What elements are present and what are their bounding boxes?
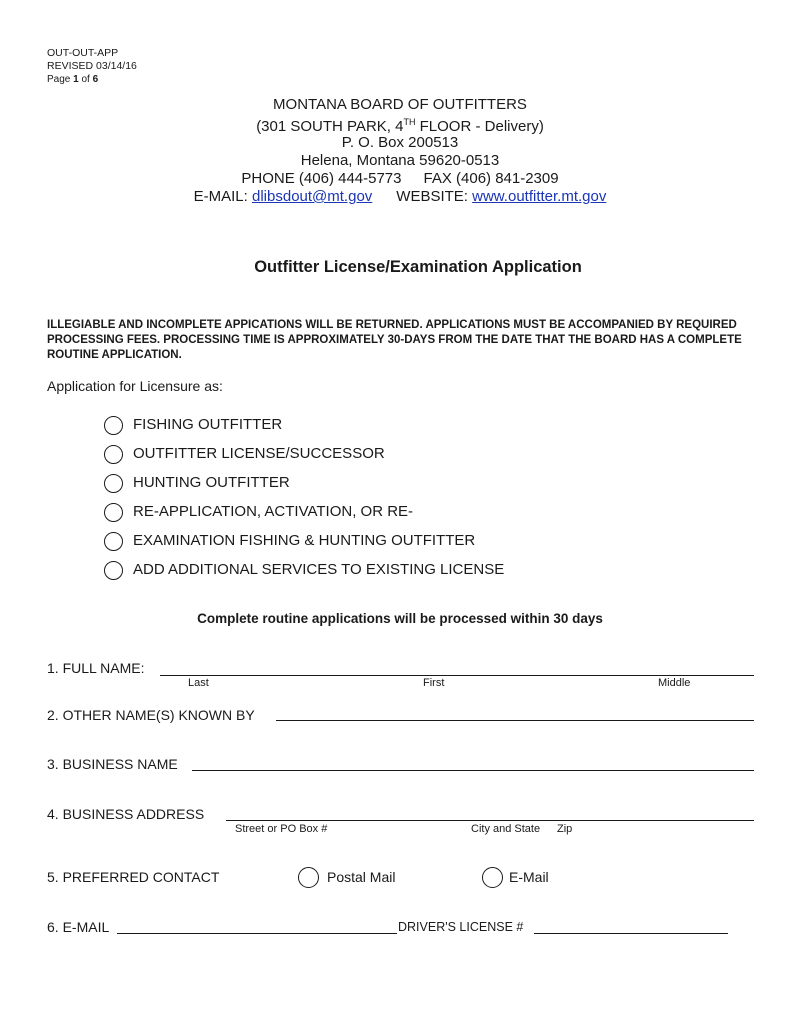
option-label: EXAMINATION FISHING & HUNTING OUTFITTER — [133, 532, 476, 549]
email-option-label: E-Mail — [509, 869, 549, 885]
radio-outfitter-successor[interactable] — [104, 445, 123, 464]
address-pre: (301 SOUTH PARK, 4 — [256, 118, 404, 135]
delivery-address — [0, 117, 800, 135]
contact-line — [0, 170, 800, 187]
revised-date: REVISED 03/14/16 — [47, 60, 137, 72]
hint-city-state: City and State — [471, 823, 541, 835]
hint-street: Street or PO Box # — [235, 823, 328, 835]
phone: PHONE (406) 444-5773 — [241, 170, 402, 187]
postal-mail-label: Postal Mail — [327, 869, 396, 885]
other-names-input[interactable] — [276, 720, 754, 721]
radio-add-services[interactable] — [104, 561, 123, 580]
option-label: RE-APPLICATION, ACTIVATION, OR RE- — [133, 503, 414, 520]
page-number: 1 — [73, 74, 79, 85]
option-label: HUNTING OUTFITTER — [133, 474, 290, 491]
page-total: 6 — [92, 74, 99, 85]
page-of: of — [78, 74, 93, 85]
address-superscript: TH — [403, 117, 416, 127]
radio-examination[interactable] — [104, 532, 123, 551]
full-name-input[interactable] — [160, 675, 754, 676]
business-name-input[interactable] — [192, 770, 754, 771]
licensure-prompt: Application for Licensure as: — [47, 378, 223, 394]
page-title: Outfitter License/Examination Application — [254, 258, 582, 276]
full-name-label: 1. FULL NAME: — [47, 660, 145, 676]
website-label: WEBSITE: — [396, 188, 473, 205]
page-indicator — [47, 73, 98, 86]
drivers-license-input[interactable] — [534, 933, 728, 934]
drivers-license-label: DRIVER'S LICENSE # — [398, 920, 524, 934]
preferred-contact-label: 5. PREFERRED CONTACT — [47, 869, 220, 885]
option-label: FISHING OUTFITTER — [133, 416, 283, 433]
processing-note: Complete routine applications will be processed within 30 days — [197, 611, 603, 626]
radio-email[interactable] — [482, 867, 503, 888]
email-label: E-MAIL: — [193, 188, 252, 205]
po-box: P. O. Box 200513 — [341, 134, 459, 151]
org-name: MONTANA BOARD OF OUTFITTERS — [273, 96, 527, 113]
hint-last: Last — [188, 677, 209, 689]
option-label: ADD ADDITIONAL SERVICES TO EXISTING LICENSE — [133, 561, 505, 578]
option-label: OUTFITTER LICENSE/SUCCESSOR — [133, 445, 385, 462]
address-post: FLOOR - Delivery) — [415, 118, 544, 135]
warning-notice: ILLEGIABLE AND INCOMPLETE APPICATIONS WILL BE RETURNED. APPLICATIONS MUST BE ACCOMPANIED BY REQUIRED PROCESSING FEES. PROCESSING TIME IS APPROXIMATELY 30-DAYS FROM THE DATE THAT THE BOARD HAS A COMPLETE ROUTINE APPLICATION. — [47, 319, 742, 361]
fax: FAX (406) 841-2309 — [423, 170, 559, 187]
business-address-input[interactable] — [226, 820, 754, 821]
email-input[interactable] — [117, 933, 397, 934]
city-line: Helena, Montana 59620-0513 — [300, 152, 500, 169]
radio-fishing-outfitter[interactable] — [104, 416, 123, 435]
radio-reapplication[interactable] — [104, 503, 123, 522]
business-name-label: 3. BUSINESS NAME — [47, 756, 178, 772]
website-link[interactable]: www.outfitter.mt.gov — [472, 188, 607, 205]
email-link[interactable]: dlibsdout@mt.gov — [252, 188, 373, 205]
form-code: OUT-OUT-APP — [47, 47, 119, 59]
hint-middle: Middle — [658, 677, 691, 689]
page-prefix: Page — [47, 74, 74, 85]
web-line — [0, 188, 800, 205]
radio-hunting-outfitter[interactable] — [104, 474, 123, 493]
email-label: 6. E-MAIL — [47, 919, 110, 935]
radio-postal-mail[interactable] — [298, 867, 319, 888]
other-names-label: 2. OTHER NAME(S) KNOWN BY — [47, 707, 255, 723]
hint-zip: Zip — [557, 823, 573, 835]
hint-first: First — [423, 677, 445, 689]
business-address-label: 4. BUSINESS ADDRESS — [47, 806, 205, 822]
